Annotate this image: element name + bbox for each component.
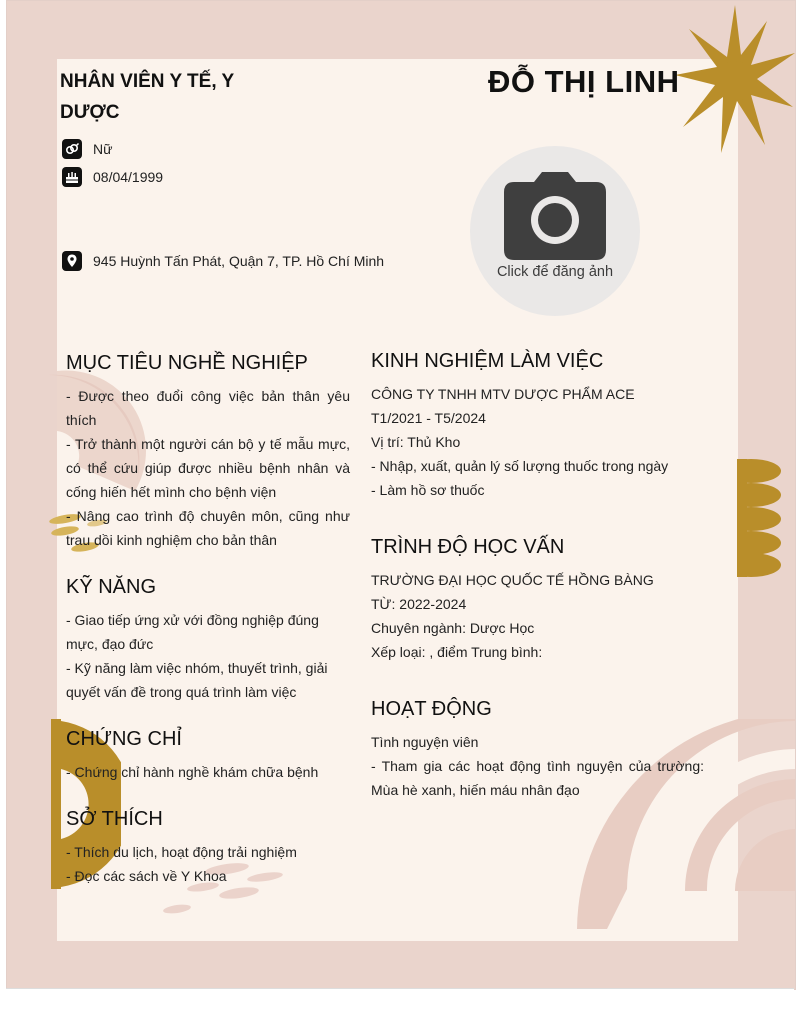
activities-heading: HOẠT ĐỘNG (371, 698, 492, 720)
experience-content (371, 382, 711, 502)
education-heading: TRÌNH ĐỘ HỌC VẤN (371, 536, 565, 558)
dob-row (62, 167, 163, 187)
skills-content (66, 608, 354, 704)
objective-line: - Nâng cao trình độ chuyên môn, cũng như trau dồi kinh nghiệm cho bản thân (66, 508, 350, 548)
decorative-starburst (675, 5, 795, 155)
gender-value: Nữ (93, 141, 113, 157)
education-major: Chuyên ngành: Dược Học (371, 620, 535, 636)
candidate-name: ĐỖ THỊ LINH (488, 64, 680, 99)
education-school: TRƯỜNG ĐẠI HỌC QUỐC TẾ HỒNG BÀNG (371, 572, 654, 588)
skills-line: - Giao tiếp ứng xử với đồng nghiệp đúng mực, đạo đức (66, 612, 319, 652)
education-grade: Xếp loại: , điểm Trung bình: (371, 644, 543, 660)
objective-heading: MỤC TIÊU NGHỀ NGHIỆP (66, 352, 308, 374)
certificates-content (66, 760, 356, 784)
location-pin-icon (62, 251, 82, 271)
activities-content (371, 730, 704, 802)
education-content (371, 568, 711, 664)
skills-heading: KỸ NĂNG (66, 576, 157, 598)
address-value: 945 Huỳnh Tấn Phát, Quận 7, TP. Hồ Chí Minh (93, 253, 385, 269)
activities-line: Tình nguyện viên (371, 734, 479, 750)
experience-period: T1/2021 - T5/2024 (371, 410, 486, 426)
camera-icon (504, 170, 606, 260)
hobbies-heading: SỞ THÍCH (66, 808, 163, 830)
objective-line: - Trở thành một người cán bộ y tế mẫu mực, có thể cứu giúp được nhiều bệnh nhân và cống hiến hết mình cho bệnh viện (66, 436, 350, 500)
avatar-caption: Click để đăng ảnh (496, 264, 614, 280)
education-period: TỪ: 2022-2024 (371, 596, 467, 612)
hobbies-line: - Thích du lịch, hoạt động trải nghiệm (66, 844, 297, 860)
hobbies-line: - Đọc các sách về Y Khoa (66, 868, 227, 884)
certificates-heading: CHỨNG CHỈ (66, 728, 182, 750)
experience-duty: - Nhập, xuất, quản lý số lượng thuốc trong ngày (371, 458, 669, 474)
certificates-line: - Chứng chỉ hành nghề khám chữa bệnh (66, 764, 319, 780)
gender-row (62, 139, 112, 159)
birthday-cake-icon (62, 167, 82, 187)
experience-company: CÔNG TY TNHH MTV DƯỢC PHẨM ACE (371, 386, 635, 402)
hobbies-content (66, 840, 356, 888)
experience-heading: KINH NGHIỆM LÀM VIỆC (371, 350, 604, 372)
decorative-scallops-right (737, 459, 795, 579)
dob-value: 08/04/1999 (93, 169, 164, 185)
gender-icon (62, 139, 82, 159)
objective-line: - Được theo đuổi công việc bản thân yêu thích (66, 388, 350, 428)
experience-duty: - Làm hồ sơ thuốc (371, 482, 485, 498)
objective-content (66, 384, 350, 552)
page-bottom-margin (6, 988, 794, 1017)
activities-line: - Tham gia các hoạt động tình nguyện của trường: Mùa hè xanh, hiến máu nhân đạo (371, 758, 704, 798)
skills-line: - Kỹ năng làm việc nhóm, thuyết trình, giải quyết vấn đề trong quá trình làm việc (66, 660, 328, 700)
avatar-upload[interactable] (470, 146, 640, 316)
experience-position: Vị trí: Thủ Kho (371, 434, 461, 450)
address-row (62, 251, 384, 271)
job-title: NHÂN VIÊN Y TẾ, Y DƯỢC (60, 71, 234, 123)
